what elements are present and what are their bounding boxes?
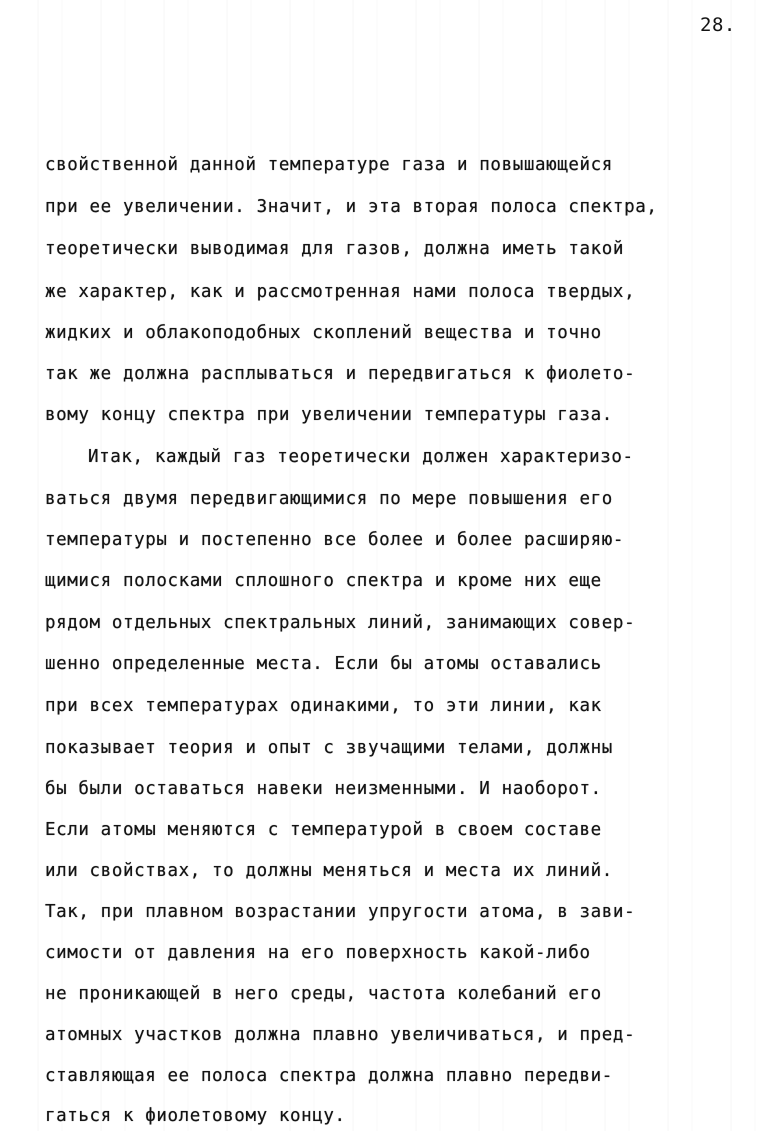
text-line: рядом отдельных спектральных линий, занимающих совер- bbox=[45, 613, 636, 633]
text-line: ставляющая ее полоса спектра должна плавно передви- bbox=[45, 1066, 613, 1086]
text-line: шенно определенные места. Если бы атомы оставались bbox=[45, 654, 602, 674]
text-line: теоретически выводимая для газов, должна иметь такой bbox=[45, 239, 625, 259]
text-line: вому концу спектра при увеличении температуры газа. bbox=[45, 405, 613, 425]
text-line: атомных участков должна плавно увеличиваться, и пред- bbox=[45, 1025, 636, 1045]
text-line: гаться к фиолетовому концу. bbox=[45, 1106, 346, 1126]
text-line: бы были оставаться навеки неизменными. И наоборот. bbox=[45, 779, 602, 799]
text-line: симости от давления на его поверхность какой-либо bbox=[45, 943, 591, 963]
text-line: Если атомы меняются с температурой в своем составе bbox=[45, 820, 602, 840]
text-line: Итак, каждый газ теоретически должен характеризо- bbox=[88, 447, 634, 467]
text-line: Так, при плавном возрастании упругости атома, в зави- bbox=[45, 902, 636, 922]
text-line: жидких и облакоподобных скоплений вещества и точно bbox=[45, 323, 602, 343]
text-line: при ее увеличении. Значит, и эта вторая полоса спектра, bbox=[45, 197, 658, 217]
text-line: температуры и постепенно все более и более расширяю- bbox=[45, 530, 625, 550]
text-line: или свойствах, то должны меняться и места их линий. bbox=[45, 861, 613, 881]
text-line: щимися полосками сплошного спектра и кроме них еще bbox=[45, 571, 602, 591]
text-line: показывает теория и опыт с звучащими телами, должны bbox=[45, 738, 613, 758]
page-number: 28. bbox=[700, 14, 736, 36]
text-line: ваться двумя передвигающимися по мере повышения его bbox=[45, 489, 613, 509]
text-line: при всех температурах одинакими, то эти линии, как bbox=[45, 696, 602, 716]
text-line: свойственной данной температуре газа и повышающейся bbox=[45, 155, 613, 175]
text-line: не проникающей в него среды, частота колебаний его bbox=[45, 984, 602, 1004]
text-line: так же должна расплываться и передвигаться к фиолето- bbox=[45, 364, 636, 384]
text-line: же характер, как и рассмотренная нами полоса твердых, bbox=[45, 282, 636, 302]
